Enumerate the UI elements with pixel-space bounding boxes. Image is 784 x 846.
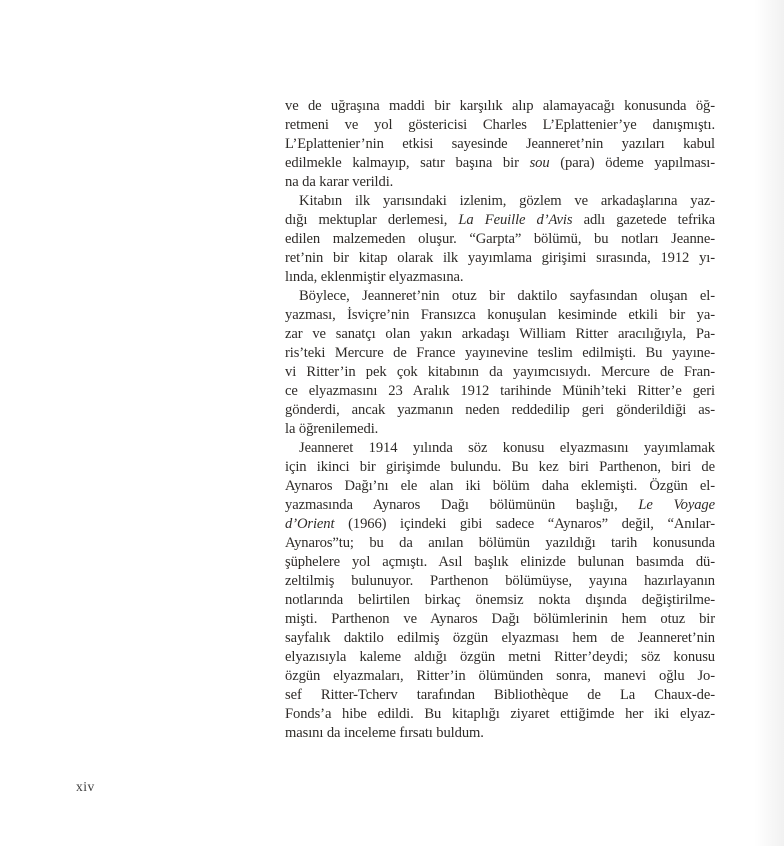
text-line: vi Ritter’in pek çok kitabının da yayımcısıydı. Mercure de Fran- — [285, 364, 715, 380]
text-line: ce elyazmasını 23 Aralık 1912 tarihinde Münih’teki Ritter’e geri — [285, 383, 715, 399]
text-line: mişti. Parthenon ve Aynaros Dağı bölümlerinin hem otuz bir — [285, 611, 715, 627]
text-line: sef Ritter-Tcherv tarafından Bibliothèque de La Chaux-de- — [285, 687, 715, 703]
text-line: Fonds’a hibe edildi. Bu kitaplığı ziyaret ettiğimde her iki elyaz- — [285, 706, 715, 722]
text-line: retmeni ve yol göstericisi Charles L’Eplattenier’ye danışmıştı. — [285, 117, 715, 133]
text-line: masını da inceleme fırsatı buldum. — [285, 725, 484, 741]
text-line: Böylece, Jeanneret’nin otuz bir daktilo sayfasından oluşan el- — [299, 288, 715, 304]
text-line: özgün elyazmaları, Ritter’in ölümünden sonra, manevi oğlu Jo- — [285, 668, 715, 684]
body-text — [285, 97, 715, 743]
text-line: edilmekle kalmayıp, satır başına bir sou (para) ödeme yapılması- — [285, 155, 715, 171]
text-line: ve de uğraşına maddi bir karşılık alıp alamayacağı konusunda öğ- — [285, 98, 715, 114]
text-line: d’Orient (1966) içindeki gibi sadece “Aynaros” değil, “Anılar- — [285, 516, 715, 532]
text-line: zeltilmiş bulunuyor. Parthenon bölümüyse, yayına hazırlayanın — [285, 573, 715, 589]
text-line: dığı mektuplar derlemesi, La Feuille d’Avis adlı gazetede tefrika — [285, 212, 715, 228]
text-line: Jeanneret 1914 yılında söz konusu elyazmasını yayımlamak — [299, 440, 715, 456]
text-line: L’Eplattenier’nin etkisi sayesinde Jeanneret’nin yazıları kabul — [285, 136, 715, 152]
text-line: şüphelere yol açmıştı. Asıl başlık elinizde bulunan basımda dü- — [285, 554, 715, 570]
text-line: için ikinci bir girişimde bulundu. Bu kez biri Parthenon, biri de — [285, 459, 715, 475]
page-number: xiv — [76, 779, 95, 794]
text-line: la öğrenilemedi. — [285, 421, 379, 437]
text-line: yazması, İsviçre’nin Fransızca konuşulan kesiminde etkili bir ya- — [285, 307, 715, 323]
text-line: ris’teki Mercure de France yayınevine teslim edilmişti. Bu yayıne- — [285, 345, 715, 361]
text-line: elyazısıyla kaleme aldığı özgün metni Ritter’deydi; söz konusu — [285, 649, 715, 665]
text-line: ret’nin bir kitap olarak ilk yayımlama girişimi sırasında, 1912 yı- — [285, 250, 715, 266]
text-line: yazmasında Aynaros Dağı bölümünün başlığı, Le Voyage — [285, 497, 716, 513]
text-line: edilen malzemeden oluşur. “Garpta” bölümü, bu notları Jeanne- — [285, 231, 715, 247]
text-line: lında, eklenmiştir elyazmasına. — [285, 269, 464, 285]
text-line: zar ve sanatçı olan yakın arkadaşı William Ritter aracılığıyla, Pa- — [285, 326, 715, 342]
text-line: Aynaros”tu; bu da anılan bölümün yazıldığı tarih konusunda — [285, 535, 715, 551]
text-line: gönderdi, ancak yazmanın neden reddedilip geri gönderildiği as- — [285, 402, 715, 418]
text-line: Kitabın ilk yarısındaki izlenim, gözlem ve arkadaşlarına yaz- — [299, 193, 715, 209]
text-line: Aynaros Dağı’nı ele alan iki bölüm daha eklemişti. Özgün el- — [285, 478, 715, 494]
text-line: na da karar verildi. — [285, 174, 394, 190]
text-line: notlarında belirtilen birkaç önemsiz nokta dışında değiştirilme- — [285, 592, 715, 608]
page-edge-shadow — [754, 0, 784, 846]
text-line: sayfalık daktilo edilmiş özgün elyazması hem de Jeanneret’nin — [285, 630, 715, 646]
